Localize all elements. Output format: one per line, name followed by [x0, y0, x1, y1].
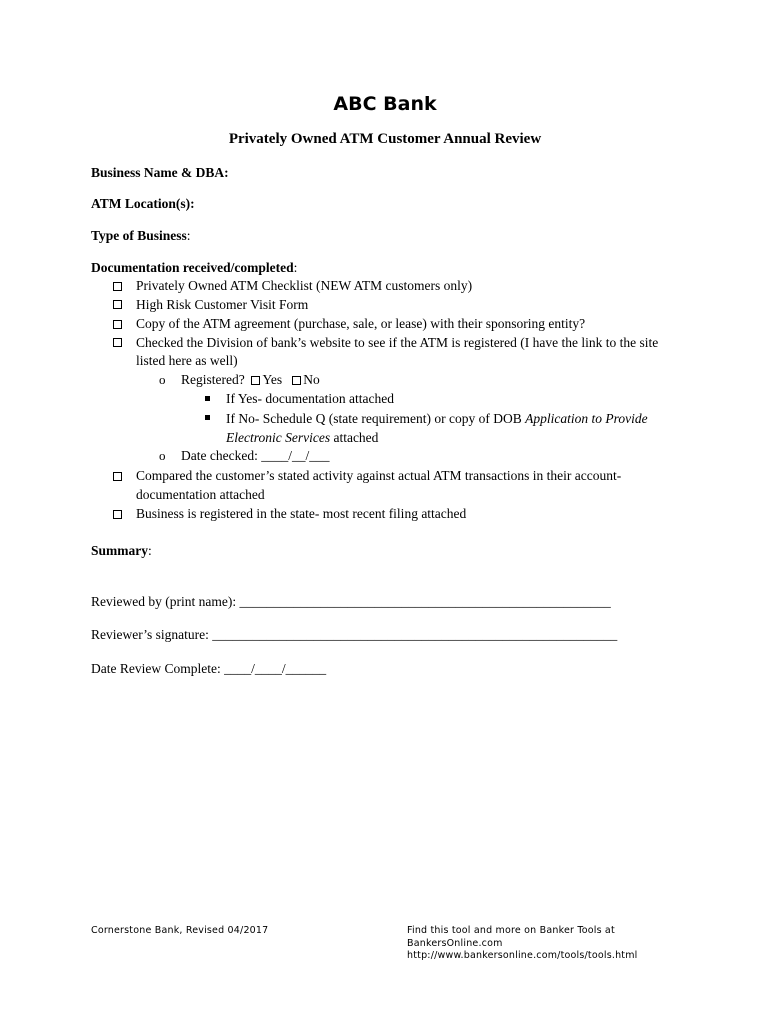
doc-item-business-registered: Business is registered in the state- most recent filing attached	[136, 506, 467, 521]
type-of-business-colon: :	[186, 228, 191, 243]
summary-text: Summary	[91, 543, 148, 558]
registered-label: Registered?	[181, 372, 245, 387]
reviewed-by-line[interactable]: Reviewed by (print name): _______________________________________________________	[91, 594, 611, 609]
if-no-italic-2: Electronic Services	[226, 430, 331, 445]
documentation-heading-colon: :	[293, 260, 298, 275]
sub-bullet-date: o	[159, 448, 166, 463]
checkbox-business-registered[interactable]	[113, 510, 122, 519]
documentation-heading-text: Documentation received/completed	[91, 260, 294, 275]
business-name-label: Business Name & DBA:	[91, 165, 229, 180]
footer-right	[407, 925, 638, 963]
checkbox-registered-no[interactable]	[292, 376, 301, 385]
atm-locations-label: ATM Location(s):	[91, 196, 195, 211]
if-no-prefix: If No- Schedule Q (state requirement) or copy of DOB	[226, 411, 526, 426]
square-bullet-icon	[205, 415, 210, 420]
if-no-line-2	[226, 430, 378, 446]
if-no-line-1	[226, 411, 648, 427]
date-review-complete-line[interactable]: Date Review Complete: ____/____/______	[91, 661, 327, 676]
doc-item-atm-checklist: Privately Owned ATM Checklist (NEW ATM customers only)	[136, 278, 473, 293]
if-no-italic-1: Application to Provide	[525, 411, 648, 426]
checkbox-division-website[interactable]	[113, 338, 122, 347]
square-bullet-icon	[205, 396, 210, 401]
checkbox-compared-activity[interactable]	[113, 472, 122, 481]
sub-bullet-registered: o	[159, 372, 166, 387]
form-title: Privately Owned ATM Customer Annual Review	[228, 131, 542, 147]
footer-left: Cornerstone Bank, Revised 04/2017	[91, 925, 269, 936]
documentation-heading	[91, 260, 297, 276]
summary-colon: :	[148, 543, 152, 558]
checkbox-registered-yes[interactable]	[251, 376, 260, 385]
checkbox-atm-agreement[interactable]	[113, 320, 122, 329]
footer-right-line-1: Find this tool and more on Banker Tools at	[407, 925, 615, 936]
summary-label	[91, 543, 152, 559]
date-checked-line: Date checked: ____/__/___	[181, 448, 330, 463]
footer-right-line-2: BankersOnline.com	[407, 937, 503, 949]
doc-item-division-website: Checked the Division of bank’s website to see if the ATM is registered (I have the link to the site	[136, 335, 659, 350]
registered-line	[181, 372, 320, 388]
if-no-suffix: attached	[330, 430, 379, 445]
footer-right-line-3: http://www.bankersonline.com/tools/tools.html	[407, 950, 638, 961]
checkbox-atm-checklist[interactable]	[113, 282, 122, 291]
type-of-business-label	[91, 228, 191, 244]
bank-name: ABC Bank	[333, 93, 437, 115]
checkbox-high-risk-visit[interactable]	[113, 300, 122, 309]
if-yes-text: If Yes- documentation attached	[226, 391, 394, 406]
doc-item-compared-activity: Compared the customer’s stated activity against actual ATM transactions in their account-	[136, 468, 622, 483]
doc-item-compared-activity-cont: documentation attached	[136, 487, 265, 502]
reviewer-signature-line[interactable]: Reviewer’s signature: ____________________________________________________________	[91, 627, 618, 642]
doc-item-high-risk-visit: High Risk Customer Visit Form	[136, 297, 309, 312]
doc-item-division-website-cont: listed here as well)	[136, 353, 238, 368]
doc-item-atm-agreement: Copy of the ATM agreement (purchase, sale, or lease) with their sponsoring entity?	[136, 316, 586, 331]
registered-no-label: No	[303, 372, 320, 387]
type-of-business-text: Type of Business	[91, 228, 187, 243]
registered-yes-label: Yes	[262, 372, 283, 387]
